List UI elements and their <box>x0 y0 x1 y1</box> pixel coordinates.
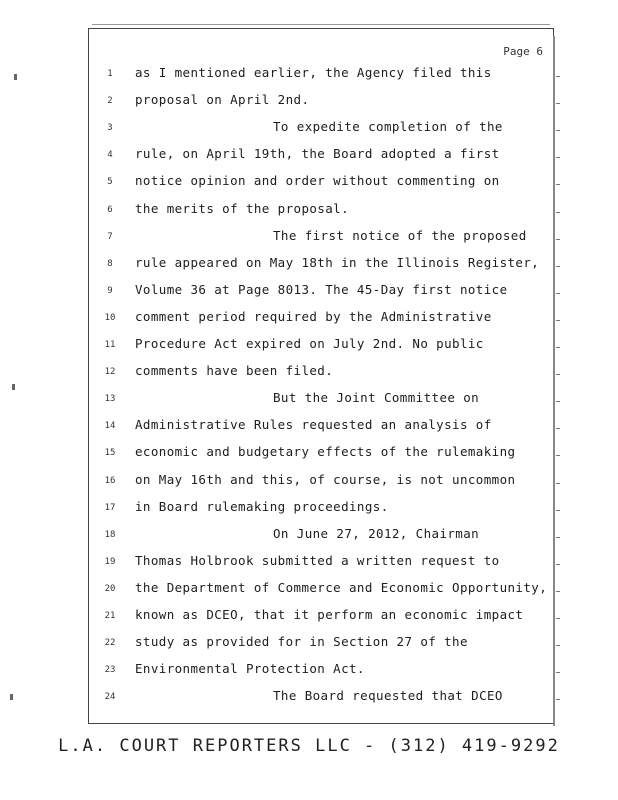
margin-tick <box>556 564 560 565</box>
line-text: Thomas Holbrook submitted a written request to <box>135 552 500 568</box>
line-number: 1 <box>107 69 113 79</box>
line-number: 5 <box>107 177 113 188</box>
line-text: the merits of the proposal. <box>135 200 349 216</box>
line-number: 21 <box>104 611 116 621</box>
line-text: proposal on April 2nd. <box>135 92 310 108</box>
line-number: 17 <box>104 502 116 513</box>
margin-tick <box>556 672 560 673</box>
line-number: 2 <box>107 96 113 107</box>
transcript-line <box>89 65 553 85</box>
margin-tick <box>556 401 560 402</box>
margin-tick <box>556 347 560 348</box>
transcript-line <box>89 228 553 248</box>
transcript-line <box>89 607 553 627</box>
transcript-line <box>89 580 553 600</box>
margin-tick <box>556 103 560 104</box>
line-text: Environmental Protection Act. <box>135 661 365 677</box>
line-number: 16 <box>104 475 116 486</box>
reporter-footer: L.A. COURT REPORTERS LLC - (312) 419-9292 <box>58 736 560 756</box>
margin-tick <box>556 428 560 429</box>
transcript-line <box>89 472 553 492</box>
transcript-line <box>89 526 553 546</box>
margin-tick <box>556 76 560 77</box>
margin-tick <box>556 645 560 646</box>
transcript-line <box>89 553 553 573</box>
line-text: Volume 36 at Page 8013. The 45-Day first notice <box>135 281 508 297</box>
margin-tick <box>556 591 560 592</box>
scan-edge <box>553 36 555 726</box>
margin-speck <box>14 74 17 80</box>
line-number: 19 <box>104 556 116 567</box>
margin-tick <box>556 157 560 158</box>
line-text: notice opinion and order without commenting on <box>135 173 500 189</box>
line-number: 14 <box>104 421 116 432</box>
line-number: 11 <box>104 340 116 350</box>
margin-tick <box>556 699 560 700</box>
transcript-line <box>89 444 553 464</box>
line-number: 18 <box>104 529 116 540</box>
transcript-line <box>89 255 553 275</box>
margin-tick <box>556 455 560 456</box>
line-number: 7 <box>107 231 113 242</box>
transcript-line <box>89 634 553 654</box>
transcript-line <box>89 119 553 139</box>
line-number: 15 <box>104 448 116 459</box>
margin-tick <box>556 184 560 185</box>
transcript-line <box>89 173 553 193</box>
line-text: The Board requested that DCEO <box>273 688 503 704</box>
line-text: on May 16th and this, of course, is not uncommon <box>135 471 516 487</box>
top-rule <box>92 24 550 25</box>
line-number: 6 <box>107 204 113 215</box>
margin-tick <box>556 212 560 213</box>
line-number: 20 <box>104 583 116 594</box>
line-text: rule appeared on May 18th in the Illinois Register, <box>135 254 540 270</box>
line-text: Administrative Rules requested an analysis of <box>135 417 492 433</box>
transcript-lines <box>89 29 553 723</box>
margin-ticks <box>556 30 562 720</box>
line-number: 4 <box>107 150 113 161</box>
margin-tick <box>556 266 560 267</box>
line-text: the Department of Commerce and Economic Opportunity, <box>135 579 548 595</box>
line-text: as I mentioned earlier, the Agency filed this <box>135 65 492 80</box>
line-text: comments have been filed. <box>135 363 334 379</box>
line-number: 9 <box>107 285 113 296</box>
line-text: known as DCEO, that it perform an economic impact <box>135 607 524 622</box>
line-text: rule, on April 19th, the Board adopted a first <box>135 146 500 162</box>
margin-tick <box>556 130 560 131</box>
line-text: To expedite completion of the <box>273 119 503 135</box>
line-text: study as provided for in Section 27 of the <box>135 634 468 650</box>
line-text: The first notice of the proposed <box>273 227 527 243</box>
line-number: 10 <box>104 312 116 323</box>
margin-tick <box>556 483 560 484</box>
line-text: comment period required by the Administrative <box>135 308 492 324</box>
margin-speck <box>12 384 15 390</box>
margin-tick <box>556 374 560 375</box>
transcript-page <box>88 28 554 724</box>
transcript-line <box>89 499 553 519</box>
margin-tick <box>556 239 560 240</box>
transcript-line <box>89 688 553 708</box>
transcript-line <box>89 201 553 221</box>
margin-tick <box>556 320 560 321</box>
line-number: 24 <box>104 692 116 703</box>
transcript-line <box>89 661 553 681</box>
transcript-line <box>89 363 553 383</box>
page-label: Page 6 <box>503 45 543 58</box>
margin-speck <box>10 694 13 700</box>
line-number: 22 <box>104 638 116 649</box>
line-text: But the Joint Committee on <box>273 390 480 406</box>
line-text: On June 27, 2012, Chairman <box>273 525 480 541</box>
line-text: Procedure Act expired on July 2nd. No public <box>135 336 484 351</box>
line-number: 12 <box>104 367 116 378</box>
transcript-line <box>89 336 553 356</box>
line-text: in Board rulemaking proceedings. <box>135 498 389 514</box>
transcript-line <box>89 417 553 437</box>
margin-tick <box>556 293 560 294</box>
margin-tick <box>556 618 560 619</box>
line-text: economic and budgetary effects of the rulemaking <box>135 444 516 460</box>
line-number: 3 <box>107 123 113 134</box>
line-number: 13 <box>104 394 116 405</box>
transcript-line <box>89 146 553 166</box>
margin-tick <box>556 537 560 538</box>
transcript-line <box>89 309 553 329</box>
transcript-line <box>89 282 553 302</box>
transcript-line <box>89 390 553 410</box>
transcript-line <box>89 92 553 112</box>
line-number: 23 <box>104 665 116 676</box>
margin-tick <box>556 510 560 511</box>
line-number: 8 <box>107 258 113 269</box>
